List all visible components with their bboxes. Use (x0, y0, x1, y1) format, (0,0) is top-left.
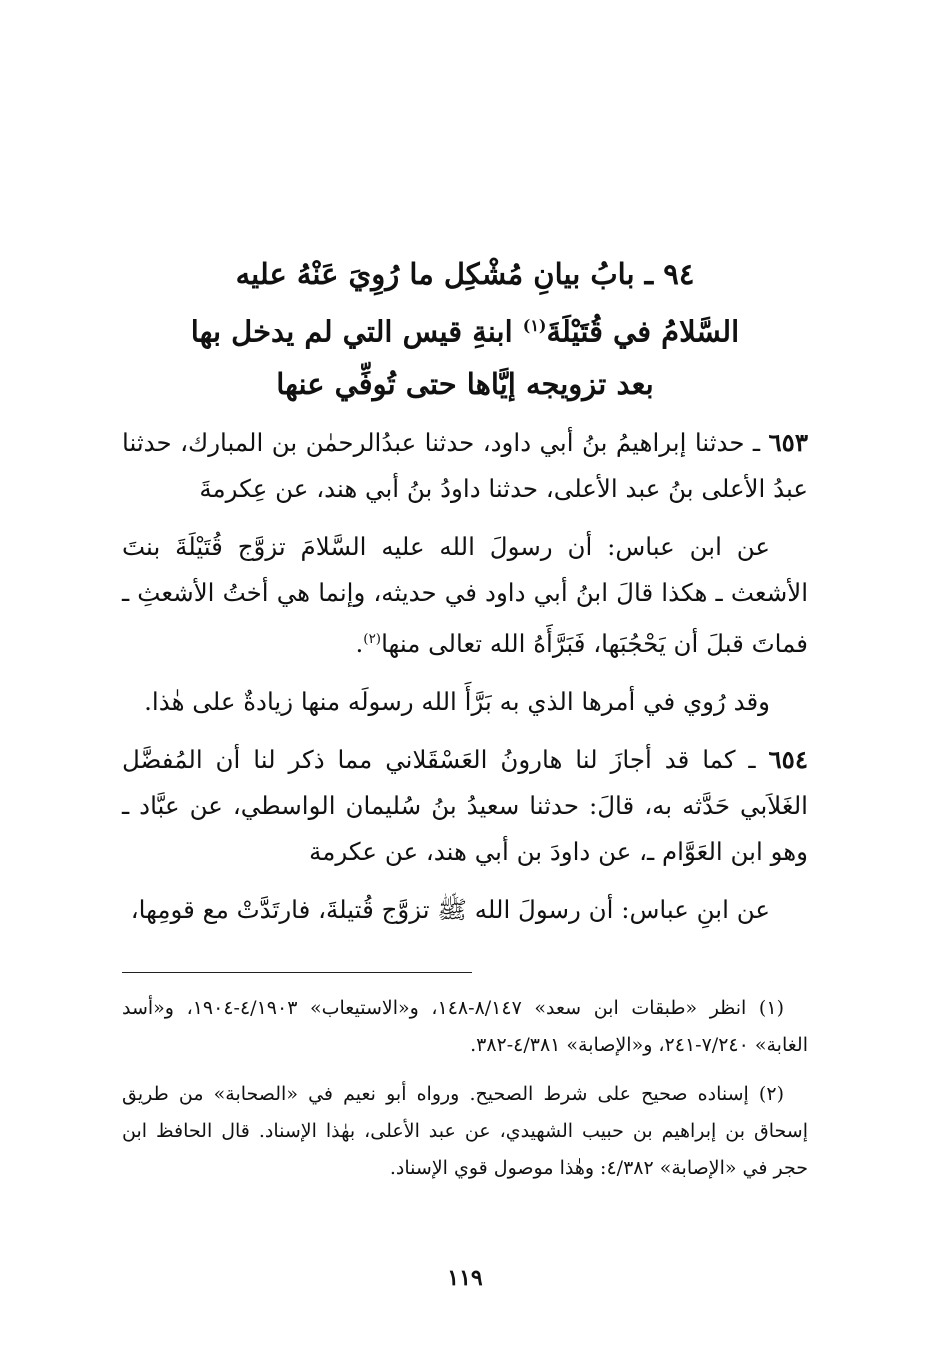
hadith-654-chain-text: ـ كما قد أجازَ لنا هارونُ العَسْقَلاني مما ذكر لنا أن المُفضَّل الغَلاَبي حَدَّثه به، قالَ: حدثنا سعيدُ بنُ سُليمان الواسطي، عن عبَّاد ـ وهو ابن العَوَّام ـ، عن داودَ بن أبي هند، عن عكرمة (122, 745, 808, 867)
footnote-ref-2: (٢) (363, 631, 382, 647)
heading-line-3: بعد تزويجه إيَّاها حتى تُوفِّي عنها (276, 366, 654, 401)
heading-line-2 (120, 300, 810, 358)
page-number: ١١٩ (447, 1265, 483, 1291)
heading-line-2-end: ابنةِ قيس التي لم يدخل بها (190, 314, 523, 349)
hadith-654-chain (122, 737, 808, 875)
heading-line-1: ٩٤ ـ بابُ بيانِ مُشْكِل ما رُوِيَ عَنْهُ عليه (235, 257, 695, 291)
hadith-653-matn: عن ابن عباس: أن رسولَ الله عليه السَّلامَ تزوَّج قُتَيْلَةَ بنتَ الأشعث ـ هكذا قالَ ابنُ أبي داود في حديثه، وإنما هي أختُ الأشعثِ ـ فماتَ قبلَ أن يَحْجُبَها، فَبَرَّأَهُ الله تعالى منها (122, 532, 808, 659)
hadith-653-text (122, 524, 808, 667)
footnotes (122, 990, 808, 1199)
main-text (122, 420, 808, 945)
footnote-1: (١) انظر «طبقات ابن سعد» ٨/١٤٧-١٤٨، و«الاستيعاب» ٤/١٩٠٣-١٩٠٤، و«أسد الغابة» ٧/٢٤٠-٢٤١، و«الإصابة» ٤/٣٨١-٣٨٢. (122, 997, 808, 1056)
hadith-653-chain-text: ـ حدثنا إبراهيمُ بنُ أبي داود، حدثنا عبدُالرحمٰن بن المبارك، حدثنا عبدُ الأعلى بنُ عبد الأعلى، حدثنا داودُ بنُ أبي هند، عن عِكرمةَ (122, 428, 808, 503)
hadith-654-text: عن ابنِ عباس: أن رسولَ الله ﷺ تزوَّج قُتيلةَ، فارتَدَّتْ مع قومِها، (130, 895, 770, 925)
chapter-heading (120, 248, 810, 410)
footnote-divider (122, 972, 472, 973)
heading-line-2-start: السَّلامُ في قُتَيْلَةَ (546, 314, 740, 349)
commentary-paragraph: وقد رُوي في أمرها الذي به بَرَّأَ الله رسولَه منها زيادةٌ على هٰذا. (144, 687, 770, 717)
footnote-2: (٢) إسناده صحيح على شرط الصحيح. ورواه أبو نعيم في «الصحابة» من طريق إسحاق بن إبراهيم بن حبيب الشهيدي، عن عبد الأعلى، بهٰذا الإسناد. قال الحافظ ابن حجر في «الإصابة» ٤/٣٨٢: وهٰذا موصول قوي الإسناد. (122, 1083, 808, 1179)
hadith-653-chain (122, 420, 808, 512)
footnote-ref-1: (١) (522, 316, 547, 335)
hadith-number-653: ٦٥٣ (768, 428, 808, 457)
hadith-number-654: ٦٥٤ (768, 745, 808, 775)
hadith-653-end: . (355, 629, 364, 659)
